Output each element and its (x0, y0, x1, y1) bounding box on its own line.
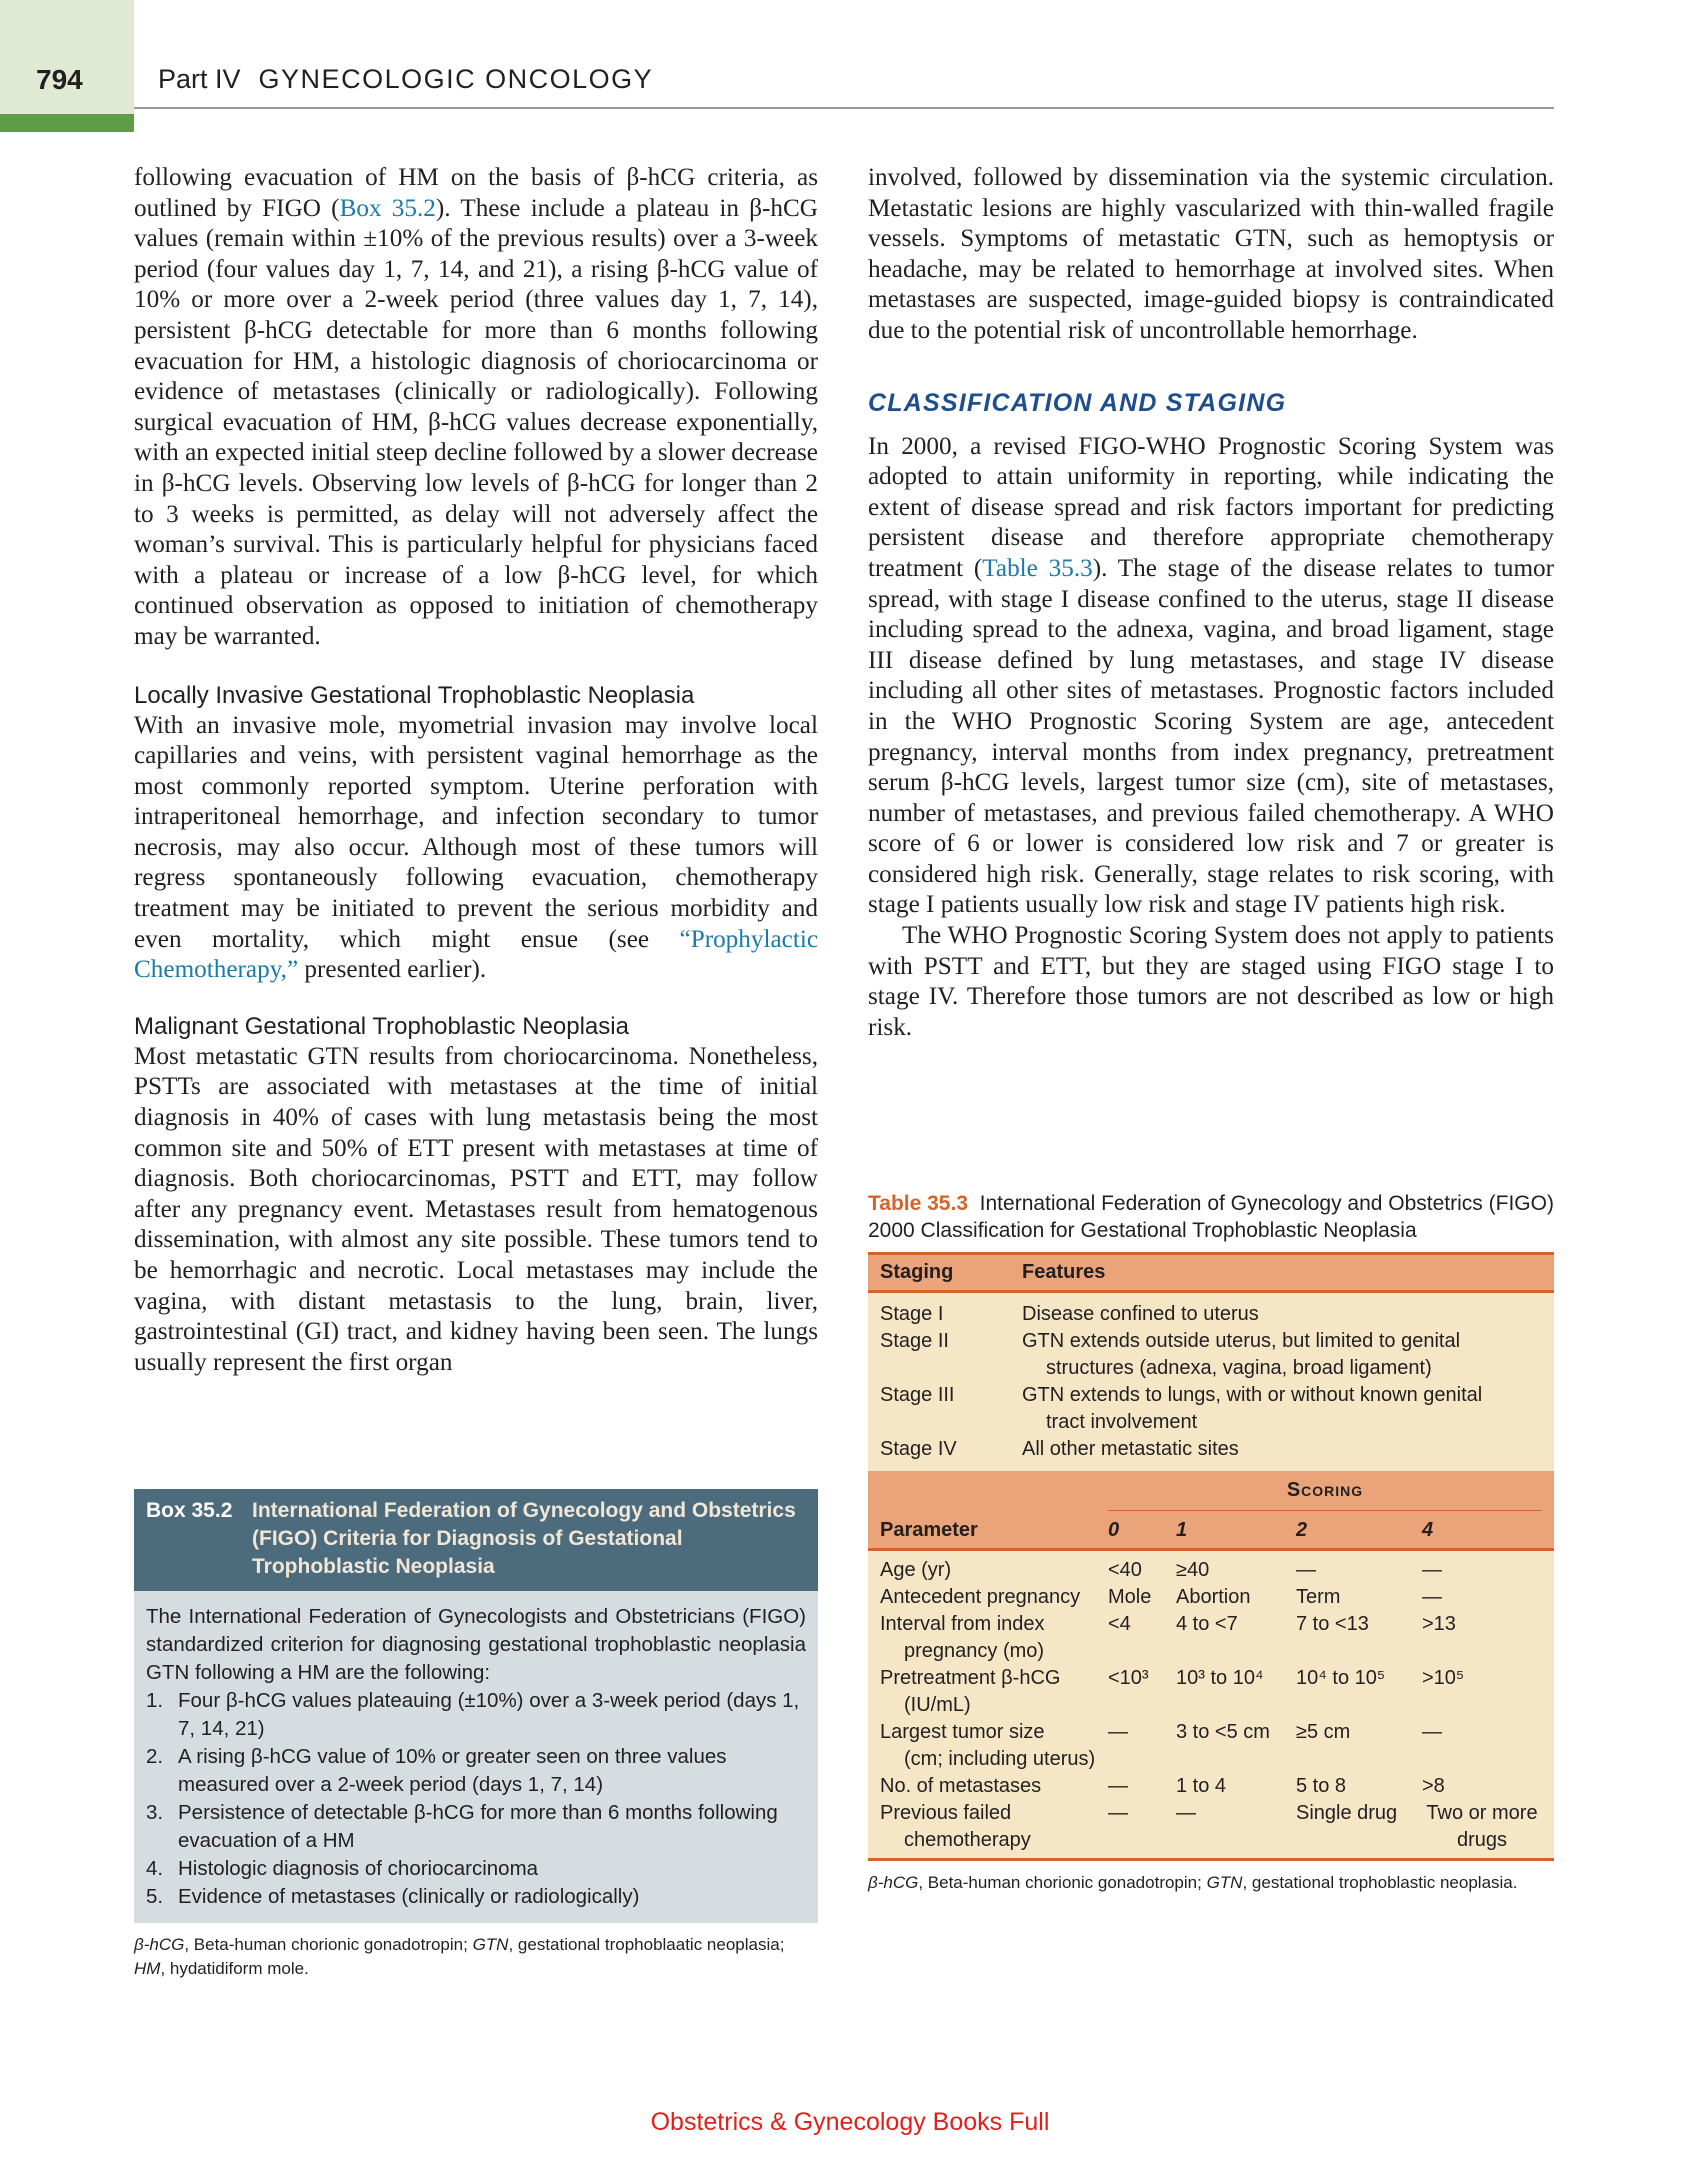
paragraph: The WHO Prognostic Scoring System does not apply to patients with PSTT and ETT, but they are staged using FIGO stage I to stage IV. Therefore those tumors are not described as low or high risk. (868, 922, 1554, 1041)
feature-text: Disease confined to uterus (1022, 1303, 1259, 1325)
subheading: Locally Invasive Gestational Trophoblastic Neoplasia (134, 681, 695, 709)
item-number: 1. (146, 1689, 164, 1712)
list-item (146, 1687, 806, 1743)
parameter-text: Largest tumor size (880, 1721, 1045, 1743)
part-label: Part IV (158, 64, 241, 94)
box-intro: The International Federation of Gynecologists and Obstetricians (FIGO) standardized criterion for diagnosing gestational trophoblastic neoplasia GTN following a HM are the following: (146, 1605, 806, 1684)
score-cell: — (1108, 1802, 1128, 1824)
section-label: GYNECOLOGIC ONCOLOGY (258, 64, 654, 94)
table-row (880, 1800, 1542, 1854)
feature-cell (1022, 1382, 1482, 1436)
feature-text: All other metastatic sites (1022, 1438, 1239, 1460)
score-cell: Mole (1108, 1586, 1152, 1608)
header-rule (134, 107, 1554, 109)
item-text: Evidence of metastases (clinically or radiologically) (178, 1885, 640, 1908)
score-cell: 7 to <13 (1296, 1613, 1369, 1635)
box-label: Box 35.2 (146, 1499, 233, 1522)
parameter-cell (880, 1773, 1108, 1800)
parameter-cell (880, 1611, 1108, 1665)
column-header: 1 (1176, 1519, 1188, 1541)
column-header: Staging (880, 1261, 954, 1283)
parameter-cell (880, 1665, 1108, 1719)
table-row (880, 1557, 1542, 1584)
list-item (146, 1799, 806, 1855)
box-body (134, 1591, 818, 1923)
stage-cell: Stage IV (880, 1438, 957, 1460)
parameter-text: Interval from index (880, 1613, 1045, 1635)
parameter-cell (880, 1800, 1108, 1854)
parameter-cell (880, 1557, 1108, 1584)
running-header (158, 64, 653, 95)
score-cell: <4 (1108, 1613, 1131, 1635)
table-caption: Table 35.3 International Federation of Gynecology and Obstetrics (FIGO) 2000 Classification for Gestational Trophoblastic Neoplasia (868, 1192, 1554, 1242)
parameter-cell (880, 1584, 1108, 1611)
watermark-footer: Obstetrics & Gynecology Books Full (650, 2108, 1050, 2136)
feature-text: GTN extends outside uterus, but limited to genital (1022, 1330, 1461, 1352)
feature-cell (1022, 1328, 1460, 1382)
box-header (134, 1489, 818, 1591)
subheading: Malignant Gestational Trophoblastic Neoplasia (134, 1012, 629, 1040)
list-item (146, 1883, 806, 1911)
list-item (146, 1855, 806, 1883)
feature-text-cont: structures (adnexa, vagina, broad ligament) (1046, 1357, 1432, 1379)
score-cell: <10³ (1108, 1667, 1149, 1689)
score-cell: 5 to 8 (1296, 1775, 1347, 1797)
score-cell: Term (1296, 1586, 1341, 1608)
feature-cell (1022, 1301, 1259, 1328)
item-text: Four β-hCG values plateauing (±10%) over a 3-week period (days 1, 7, 14, 21) (178, 1689, 800, 1740)
table-row (880, 1611, 1542, 1665)
page-number: 794 (36, 64, 83, 95)
scoring-title: Scoring (1108, 1477, 1542, 1511)
item-text: Persistence of detectable β-hCG for more than 6 months following evacuation of a HM (178, 1801, 778, 1852)
scoring-body (868, 1551, 1554, 1861)
stage-cell: Stage I (880, 1303, 944, 1325)
item-number: 2. (146, 1745, 164, 1768)
table-35-3 (868, 1190, 1554, 1895)
score-cell: ≥40 (1176, 1559, 1210, 1581)
staging-body (868, 1293, 1554, 1471)
criteria-list (146, 1687, 806, 1911)
feature-text: GTN extends to lungs, with or without known genital (1022, 1384, 1483, 1406)
column-header: 2 (1296, 1519, 1308, 1541)
score-cell: Single drug (1296, 1802, 1398, 1824)
paragraph: Most metastatic GTN results from choriocarcinoma. Nonetheless, PSTTs are associated with metastases at the time of initial diagnosis in 40% of cases with lung metastasis being the most common site and 50% of ETT present with metastases at time of diagnosis. Both choriocarcinomas, PSTT and ETT, may follow after any pregnancy event. Metastases result from hematogenous dissemination, with almost any site possible. These tumors tend to be hemorrhagic and necrotic. Local metastases may include the vagina, with distant metastasis to the lung, brain, liver, gastrointestinal (GI) tract, and kidney having been seen. The lungs usually represent the first organ (134, 1042, 818, 1376)
parameter-text: Antecedent pregnancy (880, 1586, 1081, 1608)
cross-reference-link[interactable]: “Prophylactic Chemotherapy,” (134, 925, 818, 984)
parameter-text: Age (yr) (880, 1559, 952, 1581)
parameter-text-cont: chemotherapy (904, 1829, 1031, 1851)
table-footnote: β-hCG, Beta-human chorionic gonadotropin; GTN, gestational trophoblastic neoplasia. (868, 1873, 1518, 1892)
paragraph: following evacuation of HM on the basis of β-hCG criteria, as outlined by FIGO (Box 35.2). These include a plateau in β-hCG values (remain within ±10% of the previous results) over a 3-week period (four values day 1, 7, 14, and 21), a rising β-hCG value of 10% or more over a 2-week period (three values day 1, 7, 14), persistent β-hCG detectable for more than 6 months following evacuation for HM, a histologic diagnosis of choriocarcinoma or evidence of metastases (clinically or radiologically). Following surgical evacuation of HM, β-hCG values decrease exponentially, with an expected initial steep decline followed by a slower decrease in β-hCG levels. Observing low levels of β-hCG for longer than 2 to 3 weeks is permitted, as delay will not adversely affect the woman’s survival. This is particularly helpful for physicians faced with a plateau or increase of a low β-hCG level, for which continued observation as opposed to initiation of chemotherapy may be warranted. (134, 164, 818, 650)
score-cell: >10⁵ (1422, 1667, 1465, 1689)
item-number: 5. (146, 1885, 164, 1908)
parameter-text-cont: (IU/mL) (904, 1694, 971, 1716)
table-link[interactable]: Table 35.3 (982, 554, 1093, 582)
column-header: 0 (1108, 1519, 1120, 1541)
feature-text-cont: tract involvement (1046, 1411, 1198, 1433)
score-cell: 10³ to 10⁴ (1176, 1667, 1264, 1689)
score-cell: Two or more drugs (1426, 1802, 1538, 1851)
score-cell: — (1296, 1559, 1316, 1581)
box-title: International Federation of Gynecology and Obstetrics (FIGO) Criteria for Diagnosis of Gestational Trophoblastic Neoplasia (252, 1499, 796, 1578)
header-band (0, 0, 134, 114)
box-35-2 (134, 1489, 818, 1981)
column-header: Features (1022, 1261, 1106, 1283)
paragraph: With an invasive mole, myometrial invasion may involve local capillaries and veins, with persistent vaginal hemorrhage as the most commonly reported symptom. Uterine perforation with intraperitoneal hemorrhage, and infection secondary to tumor necrosis, may also occur. Although most of these tumors will regress spontaneously following evacuation, chemotherapy treatment may be initiated to prevent the serious morbidity and even mortality, which might ensue (see “Prophylactic Chemotherapy,” presented earlier). (134, 711, 818, 984)
table-row (880, 1719, 1542, 1773)
section-heading: CLASSIFICATION AND STAGING (868, 388, 1287, 417)
item-text: Histologic diagnosis of choriocarcinoma (178, 1857, 539, 1880)
score-cell: 10⁴ to 10⁵ (1296, 1667, 1386, 1689)
score-cell: 4 to <7 (1176, 1613, 1238, 1635)
scoring-header-row (880, 1511, 1542, 1548)
column-header: 4 (1422, 1519, 1434, 1541)
score-cell: >8 (1422, 1775, 1445, 1797)
score-cell: <40 (1108, 1559, 1142, 1581)
staging-header-row (868, 1252, 1554, 1293)
score-cell: 3 to <5 cm (1176, 1721, 1270, 1743)
parameter-text: No. of metastases (880, 1775, 1042, 1797)
parameter-cell (880, 1719, 1108, 1773)
table-row (880, 1436, 1542, 1463)
stage-cell: Stage III (880, 1384, 955, 1406)
score-cell: — (1422, 1586, 1442, 1608)
scoring-header (868, 1471, 1554, 1551)
item-text: A rising β-hCG value of 10% or greater seen on three values measured over a 2-week period (days 1, 7, 14) (178, 1745, 727, 1796)
score-cell: 1 to 4 (1176, 1775, 1227, 1797)
score-cell: >13 (1422, 1613, 1456, 1635)
parameter-text: Previous failed (880, 1802, 1012, 1824)
score-cell: — (1176, 1802, 1196, 1824)
parameter-text: Pretreatment β-hCG (880, 1667, 1061, 1689)
table-row (880, 1301, 1542, 1328)
item-number: 3. (146, 1801, 164, 1824)
table-row (880, 1584, 1542, 1611)
parameter-text-cont: pregnancy (mo) (904, 1640, 1045, 1662)
box-footnote: β-hCG, Beta-human chorionic gonadotropin; GTN, gestational trophoblaatic neoplasia; HM, hydatidiform mole. (134, 1935, 785, 1978)
score-cell: Abortion (1176, 1586, 1251, 1608)
score-cell: — (1422, 1559, 1442, 1581)
table-row (880, 1328, 1542, 1382)
table-row (880, 1665, 1542, 1719)
left-column (134, 163, 818, 1378)
score-cell: — (1108, 1775, 1128, 1797)
paragraph: In 2000, a revised FIGO-WHO Prognostic Scoring System was adopted to attain uniformity in reporting, while indicating the extent of disease spread and risk factors important for predicting persistent disease and therefore appropriate chemotherapy treatment (Table 35.3). The stage of the disease relates to tumor spread, with stage I disease confined to the uterus, stage II disease including spread to the adnexa, vagina, and broad ligament, stage III disease defined by lung metastases, and stage IV disease including all other sites of metastases. Prognostic factors included in the WHO Prognostic Scoring System are age, antecedent pregnancy, interval months from index pregnancy, pretreatment serum β-hCG levels, largest tumor size (cm), site of metastases, number of metastases, and previous failed chemotherapy. A WHO score of 6 or lower is considered low risk and 7 or greater is considered high risk. Generally, stage relates to risk scoring, with stage I patients usually low risk and stage IV patients high risk. (868, 432, 1555, 919)
column-header: Parameter (880, 1519, 978, 1541)
item-number: 4. (146, 1857, 164, 1880)
paragraph: involved, followed by dissemination via the systemic circulation. Metastatic lesions are highly vascularized with thin-walled fragile vessels. Symptoms of metastatic GTN, such as hemoptysis or headache, may be related to hemorrhage at involved sites. When metastases are suspected, image-guided biopsy is contraindicated due to the potential risk of uncontrollable hemorrhage. (868, 164, 1554, 344)
stage-cell: Stage II (880, 1330, 949, 1352)
table-row (880, 1773, 1542, 1800)
score-cell: — (1422, 1721, 1442, 1743)
parameter-text-cont: (cm; including uterus) (904, 1748, 1096, 1770)
score-cell: — (1108, 1721, 1128, 1743)
feature-cell (1022, 1436, 1239, 1463)
box-link[interactable]: Box 35.2 (339, 194, 436, 222)
header-accent-bar (0, 114, 134, 132)
score-cell: ≥5 cm (1296, 1721, 1351, 1743)
list-item (146, 1743, 806, 1799)
right-column (868, 163, 1554, 1043)
table-row (880, 1382, 1542, 1436)
